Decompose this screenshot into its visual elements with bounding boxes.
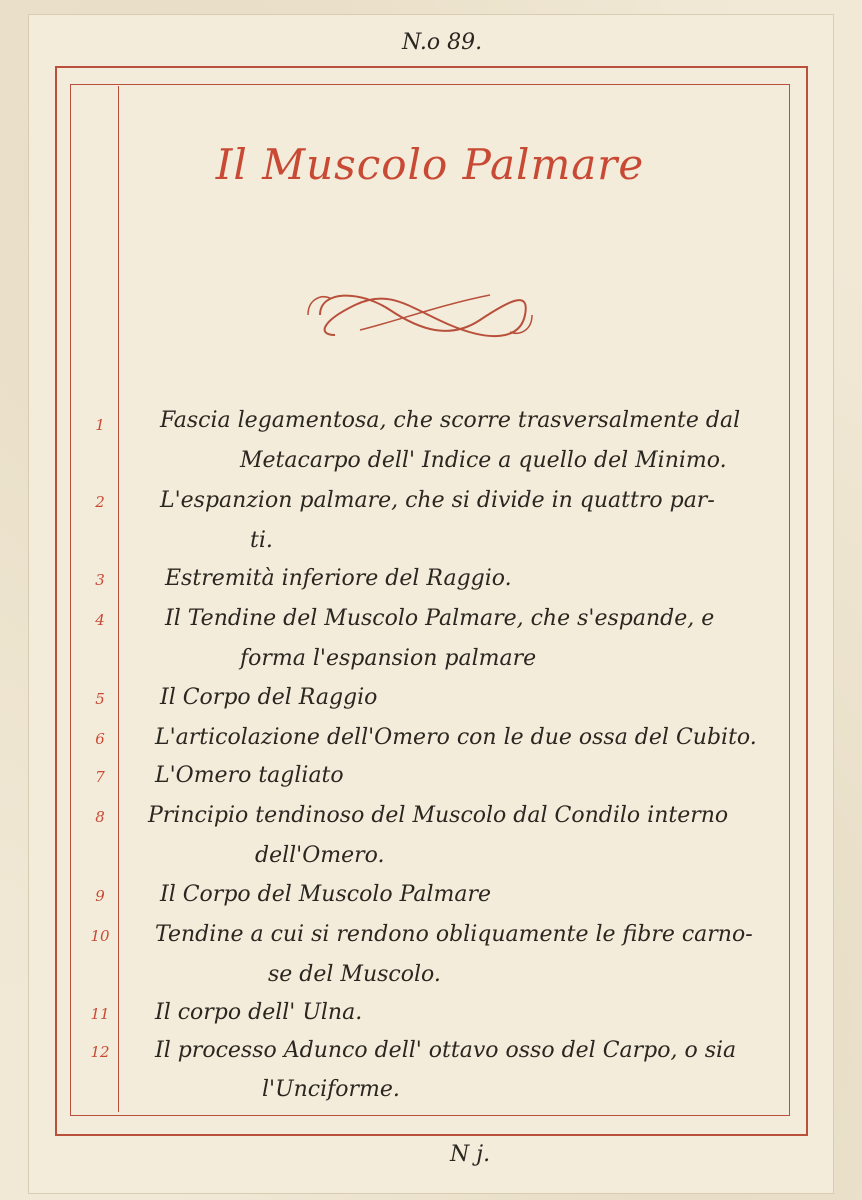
entry-line: Il Corpo del Muscolo Palmare xyxy=(160,882,492,907)
margin-rule xyxy=(118,86,119,1112)
entry-line: Metacarpo dell' Indice a quello del Minimo. xyxy=(240,448,727,473)
entry-line: Principio tendinoso del Muscolo dal Condilo interno xyxy=(148,803,729,828)
entry-line: Tendine a cui si rendono obliquamente le fibre carno- xyxy=(155,922,753,947)
entry-number: 1 xyxy=(95,416,105,434)
entry-line: dell'Omero. xyxy=(255,843,385,868)
entry-line: L'articolazione dell'Omero con le due ossa del Cubito. xyxy=(155,725,757,750)
entry-number: 3 xyxy=(95,571,105,589)
entry-number: 4 xyxy=(95,611,105,629)
folio-number-top: N.o 89. xyxy=(402,30,483,55)
entry-line: forma l'espansion palmare xyxy=(240,646,537,671)
page-title: Il Muscolo Palmare xyxy=(215,140,645,189)
entry-number: 8 xyxy=(95,808,105,826)
entry-number: 9 xyxy=(95,887,105,905)
entry-line: Il Tendine del Muscolo Palmare, che s'espande, e xyxy=(165,606,715,631)
entry-line: se del Muscolo. xyxy=(268,962,441,987)
flourish-ornament-icon xyxy=(300,280,540,350)
entry-line: L'Omero tagliato xyxy=(155,763,344,788)
entry-number: 10 xyxy=(90,927,110,945)
entry-number: 2 xyxy=(95,493,105,511)
entry-number: 6 xyxy=(95,730,105,748)
entry-number: 11 xyxy=(90,1005,110,1023)
folio-number-bottom: N j. xyxy=(450,1142,491,1167)
entry-line: Il Corpo del Raggio xyxy=(160,685,378,710)
entry-line: l'Unciforme. xyxy=(262,1077,400,1102)
entry-line: Il corpo dell' Ulna. xyxy=(155,1000,363,1025)
entry-line: ti. xyxy=(250,528,273,553)
entry-number: 5 xyxy=(95,690,105,708)
entry-line: L'espanzion palmare, che si divide in quattro par- xyxy=(160,488,715,513)
entry-line: Il processo Adunco dell' ottavo osso del Carpo, o sia xyxy=(155,1038,737,1063)
entry-line: Fascia legamentosa, che scorre trasversalmente dal xyxy=(160,408,741,433)
entry-number: 7 xyxy=(95,768,105,786)
entry-number: 12 xyxy=(90,1043,110,1061)
entry-line: Estremità inferiore del Raggio. xyxy=(165,566,512,591)
